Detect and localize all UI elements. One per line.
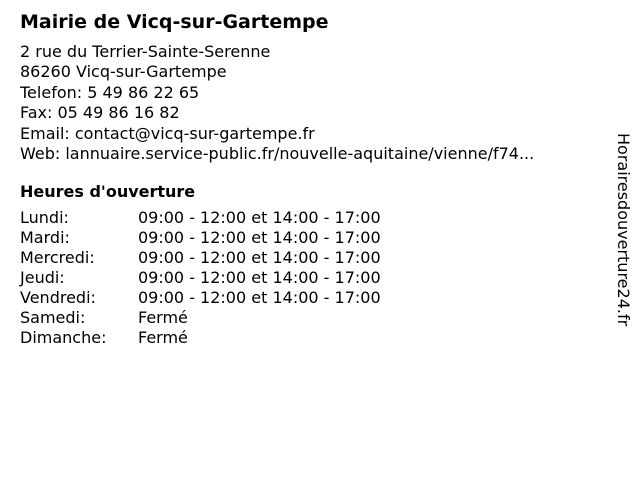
day-hours: 09:00 - 12:00 et 14:00 - 17:00 <box>138 208 381 228</box>
hours-row-tuesday <box>20 228 600 248</box>
business-card <box>20 8 600 348</box>
day-label: Dimanche: <box>20 328 107 348</box>
hours-table <box>20 208 600 348</box>
day-hours: 09:00 - 12:00 et 14:00 - 17:00 <box>138 288 381 308</box>
street-address: 2 rue du Terrier-Sainte-Serenne <box>20 42 271 61</box>
site-watermark: Horairesdouverture24.fr <box>614 133 633 327</box>
day-label: Vendredi: <box>20 288 96 308</box>
day-label: Lundi: <box>20 208 69 228</box>
hours-row-wednesday <box>20 248 600 268</box>
day-label: Mercredi: <box>20 248 95 268</box>
email-address: Email: contact@vicq-sur-gartempe.fr <box>20 123 315 143</box>
business-title: Mairie de Vicq-sur-Gartempe <box>20 11 329 33</box>
day-hours: 09:00 - 12:00 et 14:00 - 17:00 <box>138 268 381 288</box>
day-label: Samedi: <box>20 308 86 328</box>
hours-heading: Heures d'ouverture <box>20 182 196 202</box>
fax-number: Fax: 05 49 86 16 82 <box>20 103 180 123</box>
day-hours: Fermé <box>138 328 188 348</box>
day-label: Mardi: <box>20 228 70 248</box>
day-label: Jeudi: <box>20 268 65 288</box>
city-address: 86260 Vicq-sur-Gartempe <box>20 62 227 82</box>
hours-row-saturday <box>20 308 600 328</box>
hours-row-monday <box>20 208 600 228</box>
hours-row-thursday <box>20 268 600 288</box>
contact-block <box>20 42 600 164</box>
day-hours: 09:00 - 12:00 et 14:00 - 17:00 <box>138 248 381 268</box>
day-hours: Fermé <box>138 308 188 328</box>
day-hours: 09:00 - 12:00 et 14:00 - 17:00 <box>138 228 381 248</box>
hours-row-friday <box>20 288 600 308</box>
website-link[interactable]: Web: lannuaire.service-public.fr/nouvelle-aquitaine/vienne/f74... <box>20 144 535 164</box>
hours-row-sunday <box>20 328 600 348</box>
phone-number: Telefon: 5 49 86 22 65 <box>20 82 200 102</box>
